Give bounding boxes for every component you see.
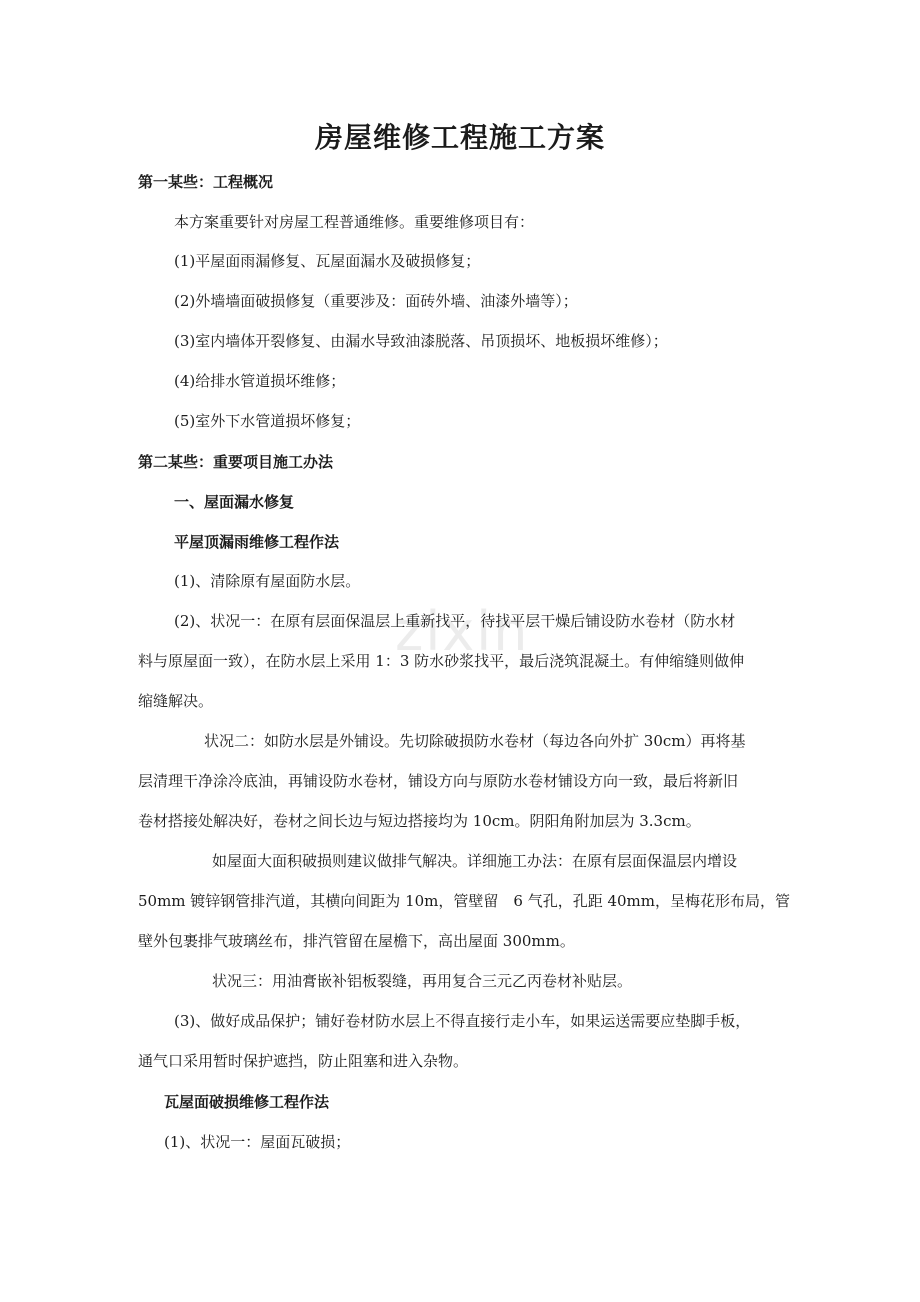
section-heading-2: 第二某些：重要项目施工办法 bbox=[138, 453, 334, 471]
paragraph-line: 通气口采用暂时保护遮挡，防止阻塞和进入杂物。 bbox=[138, 1052, 469, 1070]
list-item: (4)给排水管道损坏维修； bbox=[174, 372, 346, 390]
subsection-heading: 瓦屋面破损维修工程作法 bbox=[164, 1093, 330, 1111]
paragraph-line: 本方案重要针对房屋工程普通维修。重要维修项目有： bbox=[174, 213, 535, 231]
paragraph-line: 缩缝解决。 bbox=[138, 692, 214, 710]
paragraph-line: 状况二：如防水层是外铺设。先切除破损防水卷材（每边各向外扩 30cm）再将基 bbox=[204, 732, 746, 750]
paragraph-line: 状况三：用油膏嵌补铝板裂缝，再用复合三元乙丙卷材补贴层。 bbox=[212, 972, 633, 990]
list-item: (5)室外下水管道损坏修复； bbox=[174, 412, 361, 430]
paragraph-line: (3)、做好成品保护；铺好卷材防水层上不得直接行走小车，如果运送需要应垫脚手板， bbox=[174, 1012, 751, 1030]
list-item: (2)外墙墙面破损修复（重要涉及：面砖外墙、油漆外墙等）； bbox=[174, 292, 578, 310]
paragraph-line: 料与原屋面一致），在防水层上采用 1：3 防水砂浆找平，最后浇筑混凝土。有伸缩缝则做伸 bbox=[138, 652, 745, 670]
paragraph-line: 壁外包裹排气玻璃丝布，排汽管留在屋檐下，高出屋面 300mm。 bbox=[138, 932, 575, 950]
paragraph-line: 50mm 镀锌钢管排汽道，其横向间距为 10m，管壁留 6 气孔，孔距 40mm，呈梅花形布局，管 bbox=[138, 892, 790, 910]
document-title: 房屋维修工程施工方案 bbox=[314, 121, 605, 154]
paragraph-line: 层清理干净涂冷底油，再铺设防水卷材，铺设方向与原防水卷材铺设方向一致，最后将新旧 bbox=[138, 772, 739, 790]
subsection-heading: 平屋顶漏雨维修工程作法 bbox=[174, 533, 340, 551]
subsection-heading: 一、屋面漏水修复 bbox=[174, 493, 295, 511]
paragraph-line: (1)、状况一：屋面瓦破损； bbox=[164, 1133, 351, 1151]
paragraph-line: (1)、清除原有屋面防水层。 bbox=[174, 572, 361, 590]
paragraph-line: (2)、状况一：在原有层面保温层上重新找平，待找平层干燥后铺设防水卷材（防水材 bbox=[174, 612, 736, 630]
watermark: zixin bbox=[395, 600, 530, 663]
paragraph-line: 如屋面大面积破损则建议做排气解决。详细施工办法：在原有层面保温层内增设 bbox=[212, 852, 738, 870]
paragraph-line: 卷材搭接处解决好，卷材之间长边与短边搭接均为 10cm。阴阳角附加层为 3.3cm。 bbox=[138, 812, 701, 830]
section-heading-1: 第一某些：工程概况 bbox=[138, 173, 274, 191]
list-item: (3)室内墙体开裂修复、由漏水导致油漆脱落、吊顶损坏、地板损坏维修）； bbox=[174, 332, 668, 350]
list-item: (1)平屋面雨漏修复、瓦屋面漏水及破损修复； bbox=[174, 252, 481, 270]
